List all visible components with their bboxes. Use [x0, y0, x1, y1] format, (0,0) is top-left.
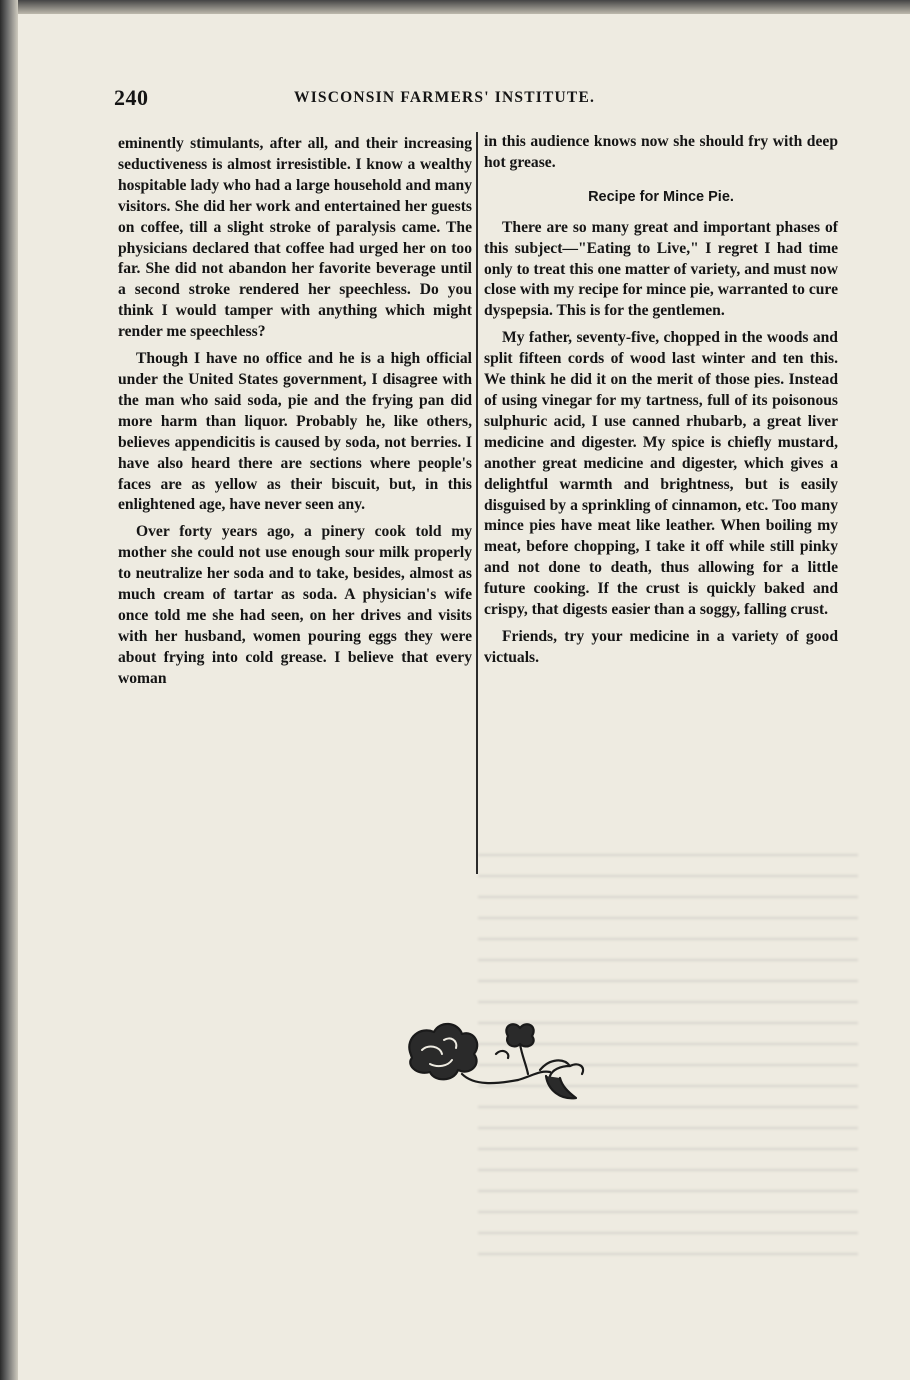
column-divider	[476, 132, 478, 874]
right-paragraph-3: Friends, try your medicine in a variety of good victuals.	[484, 627, 838, 666]
left-paragraph-1: eminently stimulants, after all, and their increasing seductiveness is almost irresistible. I know a wealthy hospitable lady who had a large household and many visitors. She did her work and entertained her guests on coffee, till a slight stroke of paralysis came. The physicians declared that coffee had urged her on too far. She did not abandon her favorite beverage until a second stroke rendered her speechless. Do you think I would tamper with anything which might render me speechless?	[118, 135, 472, 341]
left-paragraph-2: Though I have no office and he is a high official under the United States government, I disagree with the man who said soda, pie and the frying pan did more harm than liquor. Probably he, like others, believes appendicitis is caused by soda, not berries. I have also heard there are sections where people's faces are as yellow as their biscuit, but, in this enlightened age, have never seen any.	[118, 350, 472, 514]
page-number: 240	[114, 85, 149, 110]
scan-top-shadow	[0, 0, 910, 14]
floral-ornament-icon	[400, 1014, 600, 1114]
page-header	[114, 85, 674, 119]
right-paragraph-1: There are so many great and important phases of this subject—"Eating to Live," I regret I had time only to treat this one matter of variety, and must now close with my recipe for mince pie, warranted to cure dyspepsia. This is for the gentlemen.	[484, 218, 838, 320]
left-column	[118, 134, 472, 696]
running-head: WISCONSIN FARMERS' INSTITUTE.	[294, 89, 596, 106]
section-heading: Recipe for Mince Pie.	[588, 188, 734, 205]
right-continuation: in this audience knows now she should fry with deep hot grease.	[484, 133, 838, 171]
right-column	[484, 132, 838, 675]
left-paragraph-3: Over forty years ago, a pinery cook told my mother she could not use enough sour milk properly to neutralize her soda and to take, besides, almost as much cream of tartar as soda. A physician's wife once told me she had seen, on her drives and visits with her husband, women pouring eggs they were about frying into cold grease. I believe that every woman	[118, 523, 472, 687]
right-paragraph-2: My father, seventy-five, chopped in the woods and split fifteen cords of wood last winter and ten this. We think he did it on the merit of those pies. Instead of using vinegar for my tartness, full of its poisonous sulphuric acid, I use canned rhubarb, a great liver medicine and digester. My spice is chiefly mustard, another great medicine and digester, which gives a delightful warmth and brightness, but is easily disguised by a sprinkling of cinnamon, etc. Too many mince pies have meat like leather. When boiling my meat, before chopping, I take it off while still pinky and not done to death, thus allowing for a little future cooking. If the crust is quickly baked and crispy, that digests easier than a soggy, falling crust.	[484, 329, 838, 619]
scan-binding-edge	[0, 0, 18, 1380]
